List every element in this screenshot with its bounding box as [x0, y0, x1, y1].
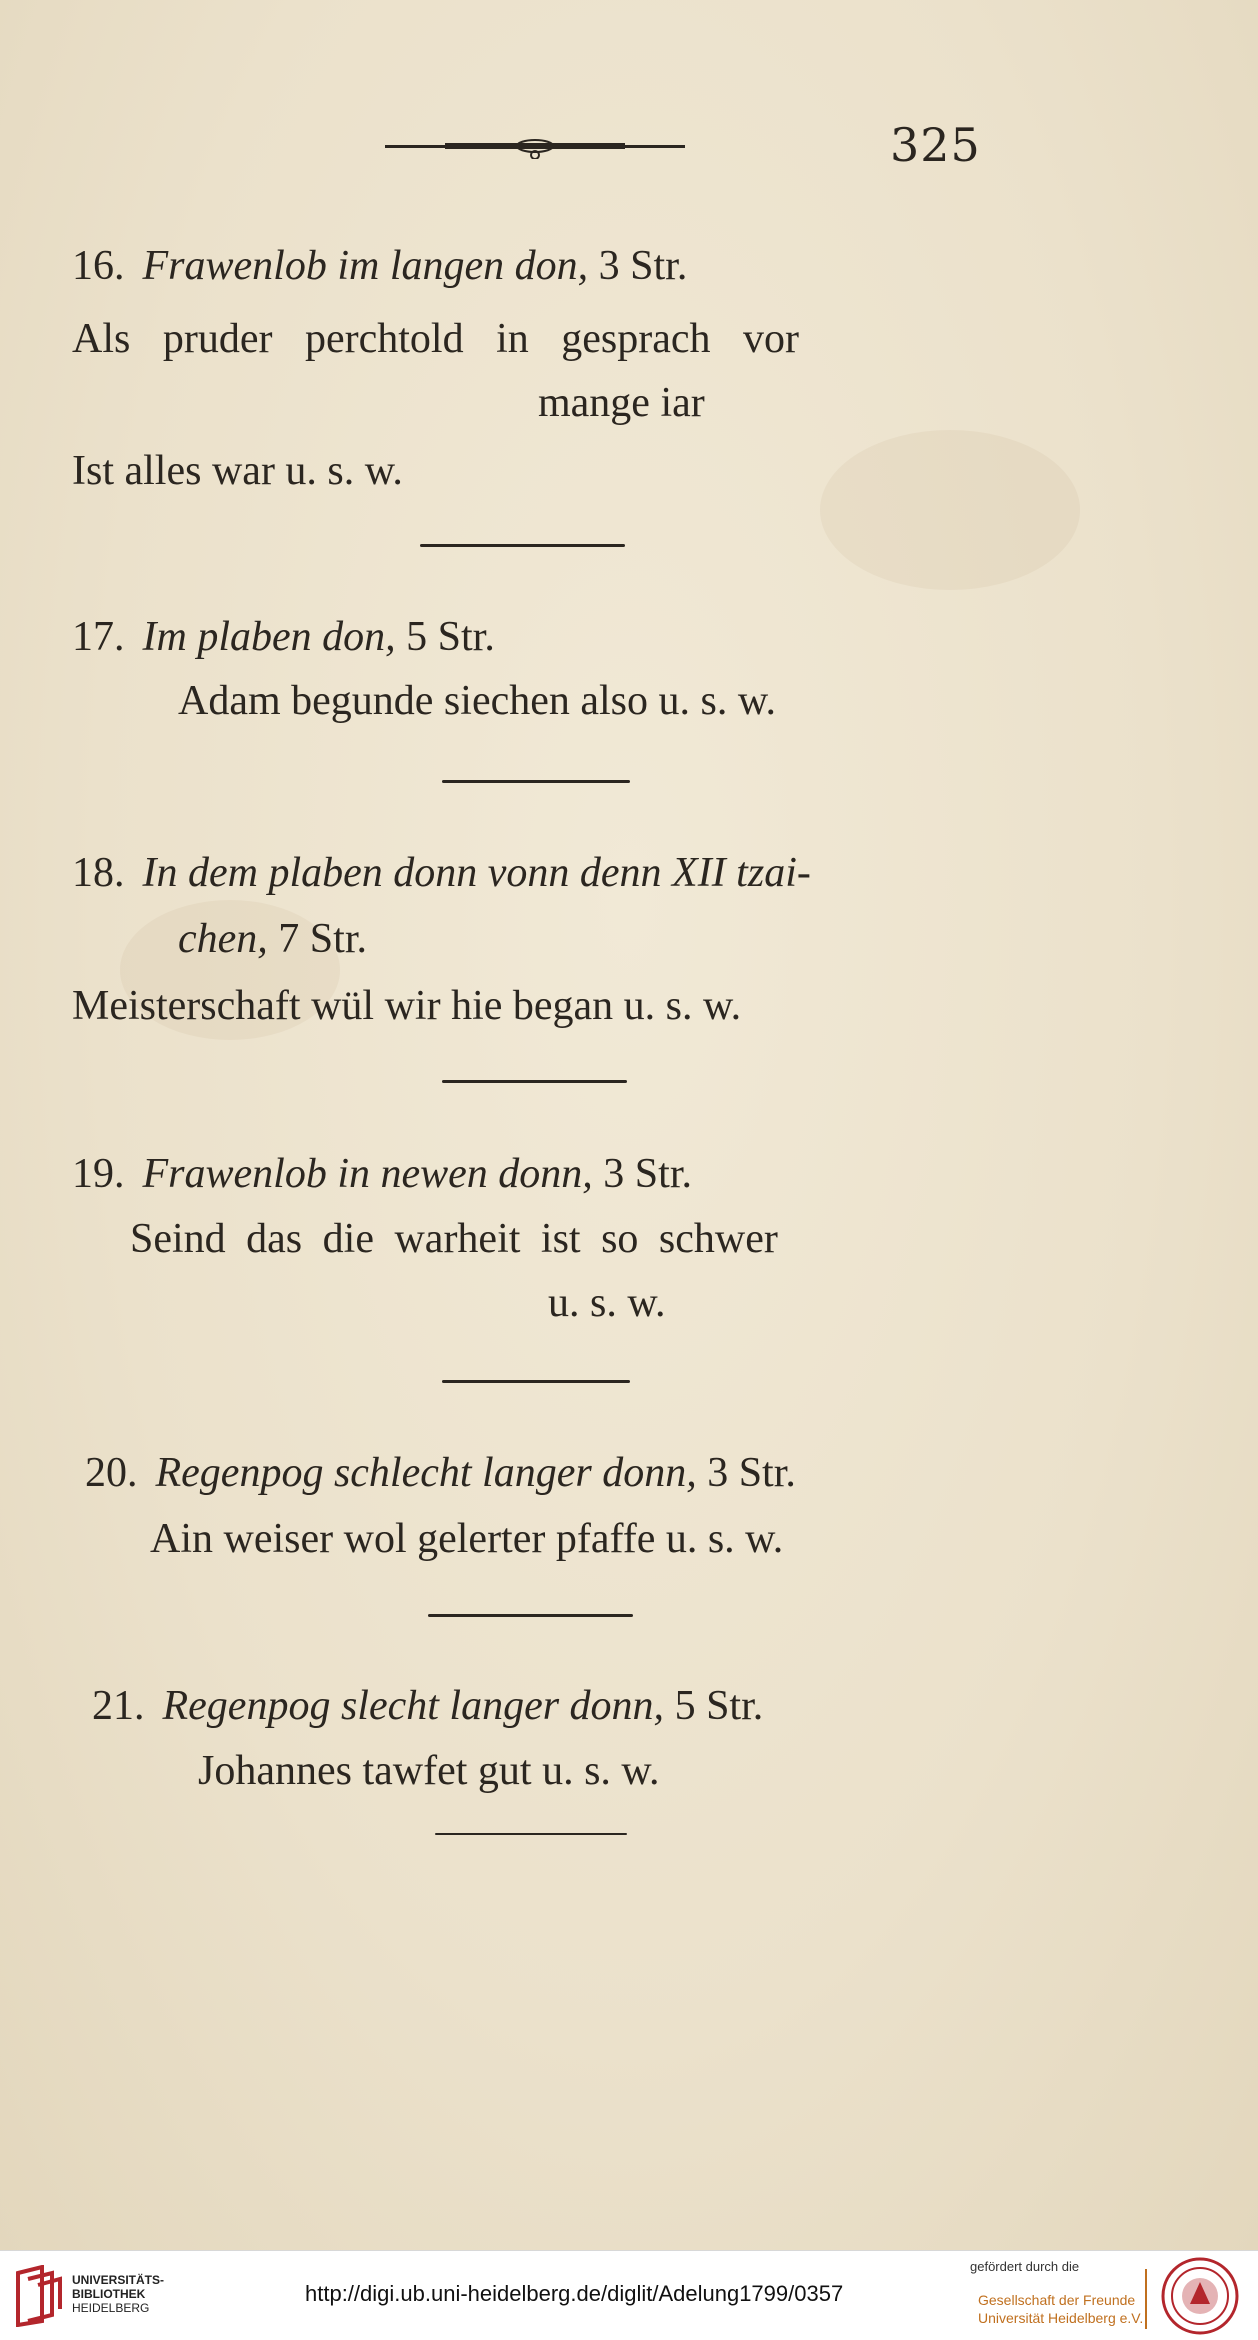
entry-heading [85, 1452, 796, 1494]
separator-rule [442, 1380, 630, 1383]
separator-rule [442, 780, 630, 783]
sponsor-label: gefördert durch die [970, 2259, 1080, 2274]
entry-strophes: 7 Str. [278, 916, 367, 962]
paper-stain [820, 430, 1080, 590]
entry-strophes: 3 Str. [707, 1450, 796, 1496]
sponsor-name [978, 2291, 1143, 2327]
entry-title: Im plaben don, [142, 614, 396, 660]
entry-heading [92, 1685, 763, 1727]
entry-strophes: 3 Str. [603, 1151, 692, 1197]
entry-strophes: 3 Str. [598, 243, 688, 289]
entry-heading [72, 1153, 692, 1195]
entry-heading [72, 852, 811, 894]
entry-heading [72, 245, 687, 287]
sponsor-divider [1145, 2269, 1147, 2329]
permalink-url[interactable]: http://digi.ub.uni-heidelberg.de/diglit/Adelung1799/0357 [305, 2281, 844, 2306]
entry-strophes: 5 Str. [406, 614, 495, 660]
entry-text: Johannes tawfet gut u. s. w. [198, 1748, 660, 1794]
entry-text: Als pruder perchtold in gesprach vor [72, 316, 799, 362]
library-logo-icon [12, 2265, 64, 2327]
entry-title: Regenpog schlecht langer donn, [155, 1450, 697, 1496]
entry-number: 17. [72, 614, 125, 660]
entry-title: Regenpog slecht langer donn, [162, 1683, 665, 1729]
separator-rule [442, 1080, 627, 1083]
sponsor-name-line: Universität Heidelberg e.V. [978, 2310, 1144, 2326]
entry-text: Adam begunde siechen also u. s. w. [178, 678, 776, 724]
library-name [72, 2273, 164, 2315]
entry-heading-cont [178, 918, 367, 960]
footer-bar [0, 2250, 1258, 2340]
entry-text: Seind das die warheit ist so schwer [130, 1216, 778, 1262]
entry-strophes: 5 Str. [674, 1683, 764, 1729]
library-name-line: UNIVERSITÄTS- [72, 2273, 165, 2287]
entry-title: In dem plaben donn vonn denn XII tzai- [142, 850, 811, 896]
header-ornament [385, 135, 685, 159]
university-seal-icon [1160, 2256, 1240, 2336]
page-number: 325 [890, 118, 981, 172]
library-name-line: HEIDELBERG [72, 2301, 150, 2315]
separator-rule [435, 1833, 627, 1835]
library-name-line: BIBLIOTHEK [72, 2287, 146, 2301]
entry-number: 20. [85, 1450, 138, 1496]
entry-text: u. s. w. [548, 1280, 666, 1326]
entry-number: 21. [92, 1683, 145, 1729]
separator-rule [420, 544, 625, 547]
entry-title-cont: chen, [178, 916, 268, 962]
entry-number: 18. [72, 850, 125, 896]
entry-text: mange iar [538, 380, 705, 426]
entry-number: 16. [72, 243, 125, 289]
entry-text: Ist alles war u. s. w. [72, 448, 403, 494]
entry-text: Meisterschaft wül wir hie began u. s. w. [72, 983, 742, 1029]
entry-title: Frawenlob im langen don, [142, 243, 589, 289]
entry-number: 19. [72, 1151, 125, 1197]
entry-text: Ain weiser wol gelerter pfaffe u. s. w. [150, 1516, 784, 1562]
entry-heading [72, 616, 495, 658]
entry-title: Frawenlob in newen donn, [142, 1151, 593, 1197]
separator-rule [428, 1614, 633, 1617]
sponsor-name-line: Gesellschaft der Freunde [978, 2292, 1136, 2308]
